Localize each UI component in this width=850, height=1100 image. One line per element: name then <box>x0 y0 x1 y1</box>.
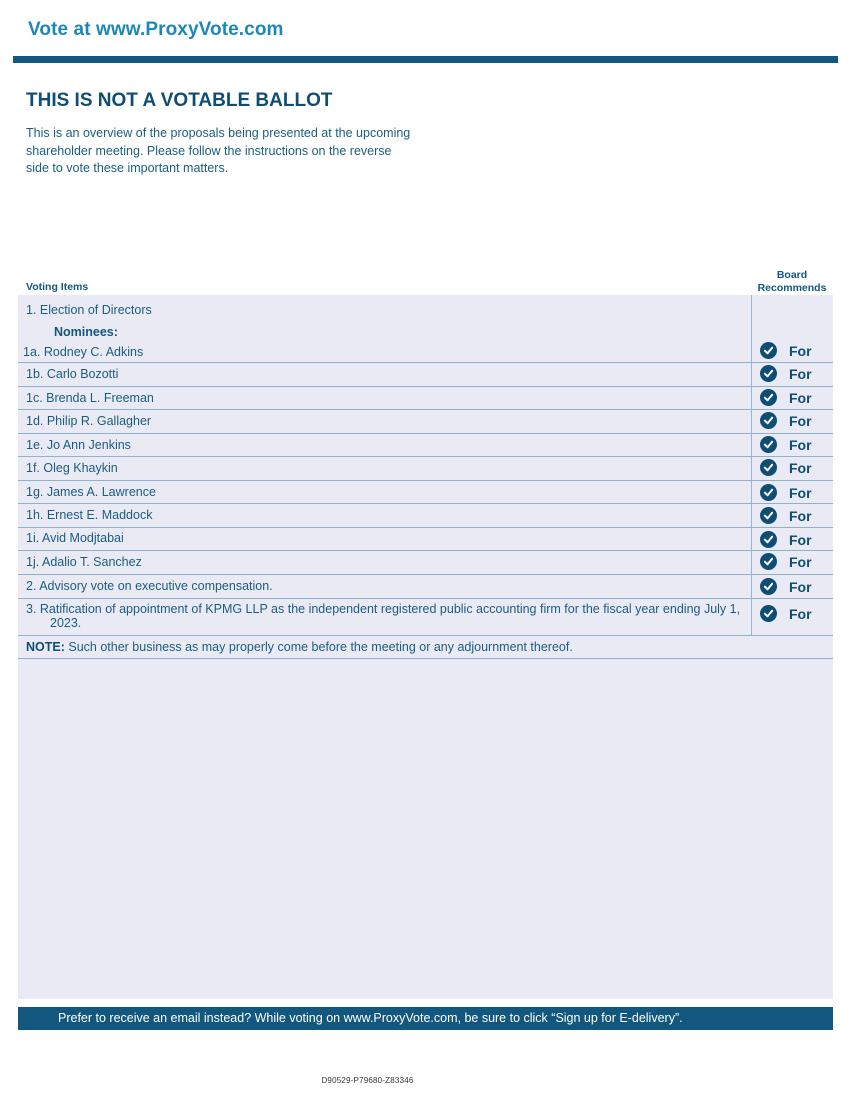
item-label: 1h. Ernest E. Maddock <box>26 508 153 522</box>
checkmark-icon <box>760 605 777 622</box>
document-code: D90529-P79680-Z83346 <box>321 1076 414 1085</box>
table-row <box>18 504 833 528</box>
recommendation-for: For <box>789 365 812 382</box>
board-recommends-header <box>752 269 832 295</box>
header-divider <box>13 56 838 63</box>
recommendation-for: For <box>789 436 812 453</box>
recommendation-for: For <box>789 507 812 524</box>
checkmark-icon <box>760 436 777 453</box>
item-label: 2. Advisory vote on executive compensation. <box>26 579 273 593</box>
board-header-line1: Board <box>776 269 808 281</box>
item-label: 1b. Carlo Bozotti <box>26 367 119 381</box>
recommendation-for: For <box>789 484 812 501</box>
board-recommendation <box>760 578 812 595</box>
election-title: 1. Election of Directors <box>26 303 152 317</box>
table-row <box>18 434 833 457</box>
checkmark-icon <box>760 531 777 548</box>
note-body: Such other business as may properly come before the meeting or any adjournment thereof. <box>64 640 573 654</box>
item-label: 1d. Philip R. Gallagher <box>26 414 152 428</box>
board-recommendation <box>760 365 812 382</box>
board-recommendation <box>760 459 812 476</box>
table-row <box>18 551 833 575</box>
table-row <box>18 575 833 599</box>
checkmark-icon <box>760 412 777 429</box>
checkmark-icon <box>760 365 777 382</box>
intro-text: This is an overview of the proposals being presented at the upcoming shareholder meeting. Please follow the instructions on the reverse side to vote these important matters. <box>26 126 411 175</box>
edelivery-banner: Prefer to receive an email instead? While voting on www.ProxyVote.com, be sure to click “Sign up for E-delivery”. <box>18 1007 833 1030</box>
checkmark-icon <box>760 578 777 595</box>
table-row <box>18 457 833 481</box>
note-label: NOTE: <box>26 640 65 654</box>
checkmark-icon <box>760 484 777 501</box>
item-label: 1e. Jo Ann Jenkins <box>26 438 131 452</box>
recommendation-for: For <box>789 342 812 359</box>
checkmark-icon <box>760 342 777 359</box>
recommendation-for: For <box>789 389 812 406</box>
vote-url-header: Vote at www.ProxyVote.com <box>28 19 284 40</box>
board-recommendation <box>760 553 812 570</box>
item-label: 1g. James A. Lawrence <box>26 485 156 499</box>
recommendation-for: For <box>789 531 812 548</box>
note-text <box>26 640 573 654</box>
board-recommendation <box>760 605 812 622</box>
nominees-label: Nominees: <box>54 325 118 339</box>
page-title: THIS IS NOT A VOTABLE BALLOT <box>26 90 333 111</box>
table-row <box>18 410 833 434</box>
election-title-row <box>18 300 833 320</box>
item-label: 1a. Rodney C. Adkins <box>23 345 144 359</box>
item-label: 1f. Oleg Khaykin <box>26 461 118 475</box>
board-recommendation <box>760 484 812 501</box>
table-row <box>18 363 833 387</box>
board-recommendation <box>760 531 812 548</box>
board-recommendation <box>760 412 812 429</box>
table-row <box>18 599 833 636</box>
table-row <box>18 387 833 410</box>
checkmark-icon <box>760 389 777 406</box>
item-label: 1c. Brenda L. Freeman <box>26 391 154 405</box>
checkmark-icon <box>760 507 777 524</box>
board-recommendation <box>760 342 812 359</box>
item-label: 1i. Avid Modjtabai <box>26 531 124 545</box>
board-recommendation <box>760 436 812 453</box>
checkmark-icon <box>760 553 777 570</box>
note-row <box>18 636 833 659</box>
table-row <box>18 481 833 504</box>
table-row <box>18 528 833 551</box>
board-recommendation <box>760 507 812 524</box>
item-label: 3. Ratification of appointment of KPMG LLP as the independent registered public accounting firm for the fiscal year ending July 1, 2023. <box>26 602 741 630</box>
recommendation-for: For <box>789 459 812 476</box>
item-label: 1j. Adalio T. Sanchez <box>26 555 142 569</box>
table-row <box>18 340 833 363</box>
recommendation-for: For <box>789 553 812 570</box>
recommendation-for: For <box>789 578 812 595</box>
recommendation-for: For <box>789 412 812 429</box>
board-header-line2: Recommends <box>757 282 827 294</box>
voting-items-header: Voting Items <box>26 281 89 293</box>
board-recommendation <box>760 389 812 406</box>
recommendation-for: For <box>789 605 812 622</box>
checkmark-icon <box>760 459 777 476</box>
